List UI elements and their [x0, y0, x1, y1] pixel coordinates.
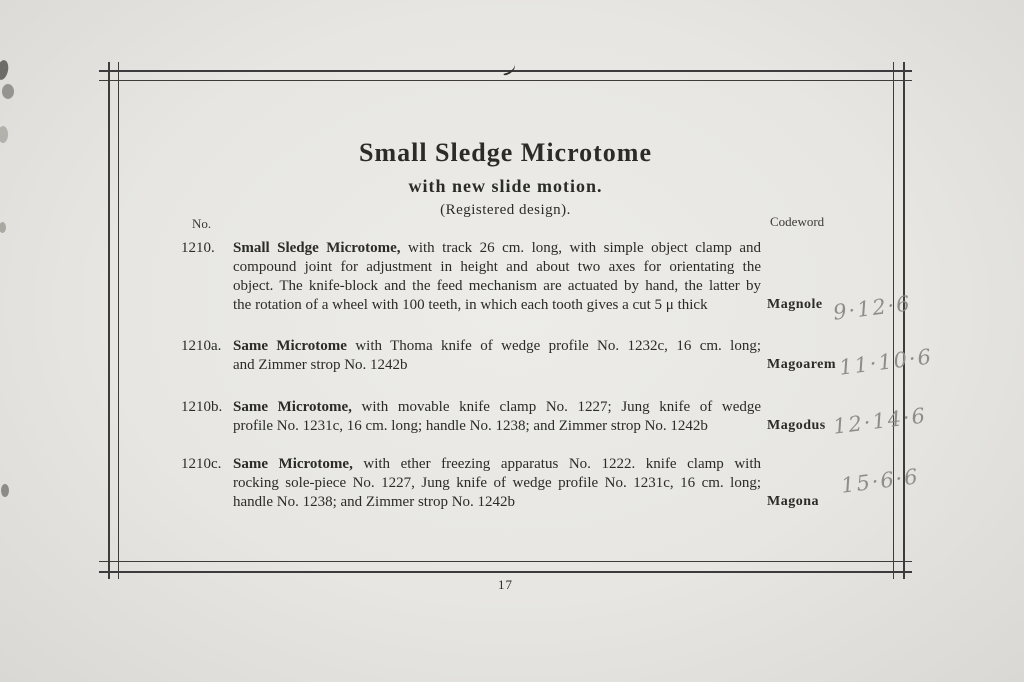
description-line: compound joint for adjustment in height and about two axes for orientating the [233, 259, 761, 275]
frame-border-line [99, 561, 912, 562]
description-text: with Thoma knife of wedge profile No. 1232c, 16 cm. long; [355, 338, 762, 354]
catalog-entry [181, 239, 913, 325]
entry-lead-text: Small Sledge Microtome, [233, 240, 401, 256]
no-column-header: No. [192, 216, 212, 231]
catalog-entry [181, 337, 935, 380]
scan-smudge [1, 484, 9, 497]
entry-price-handwritten: 12·14·6 [831, 403, 929, 439]
entry-number: 1210a. [181, 338, 222, 354]
entry-price-handwritten: 11·10·6 [837, 344, 935, 380]
entry-price-handwritten: 15·6·6 [839, 464, 921, 498]
description-line [233, 398, 761, 417]
entry-codeword: Magnole [767, 297, 823, 312]
entry-lead-text: Same Microtome [233, 338, 347, 354]
entry-codeword: Magona [767, 494, 819, 509]
description-line: profile No. 1231c, 16 cm. long; handle No. 1238; and Zimmer strop No. 1242b [233, 418, 708, 434]
description-line: and Zimmer strop No. 1242b [233, 357, 408, 373]
frame-border-line [99, 571, 912, 573]
codeword-column-header: Codeword [770, 214, 825, 229]
entry-description [233, 239, 761, 315]
description-text: with track 26 cm. long, with simple object clamp and [408, 240, 761, 256]
registered-design-note: (Registered design). [440, 202, 571, 218]
entry-description [233, 398, 761, 436]
scan-smudge [0, 126, 8, 143]
description-text: with movable knife clamp No. 1227; Jung knife of wedge [361, 399, 762, 415]
scan-smudge [0, 59, 10, 81]
frame-border-line [903, 62, 905, 579]
entry-description [233, 455, 761, 512]
entry-codeword: Magodus [767, 418, 826, 433]
page-subtitle: with new slide motion. [408, 176, 603, 196]
description-line [233, 337, 761, 356]
catalog-entry [181, 455, 921, 512]
description-line [233, 455, 761, 474]
entry-price-handwritten: 9·12·6 [831, 291, 913, 325]
description-text: with ether freezing apparatus No. 1222. knife clamp with [363, 456, 762, 472]
catalog-entry [181, 398, 929, 439]
scan-smudge [0, 222, 6, 233]
ink-mark [501, 62, 517, 76]
entry-number: 1210b. [181, 399, 223, 415]
description-line [233, 239, 761, 258]
page-title: Small Sledge Microtome [358, 138, 653, 167]
entry-number: 1210. [181, 240, 215, 256]
frame-border-line [99, 80, 912, 81]
entry-lead-text: Same Microtome, [233, 456, 353, 472]
heading-block [108, 138, 903, 219]
entry-description [233, 337, 761, 375]
page-number: 17 [498, 577, 513, 592]
description-line: rocking sole-piece No. 1227, Jung knife of wedge profile No. 1231c, 16 cm. long; [233, 475, 761, 491]
entry-number: 1210c. [181, 456, 222, 472]
description-line: the rotation of a wheel with 100 teeth, in which each tooth gives a cut 5 μ thick [233, 297, 708, 313]
description-line: object. The knife-block and the feed mechanism are actuated by hand, the latter by [233, 278, 761, 294]
description-line: handle No. 1238; and Zimmer strop No. 1242b [233, 494, 516, 510]
entry-codeword: Magoarem [767, 357, 837, 372]
entry-lead-text: Same Microtome, [233, 399, 352, 415]
scan-smudge [2, 84, 14, 99]
